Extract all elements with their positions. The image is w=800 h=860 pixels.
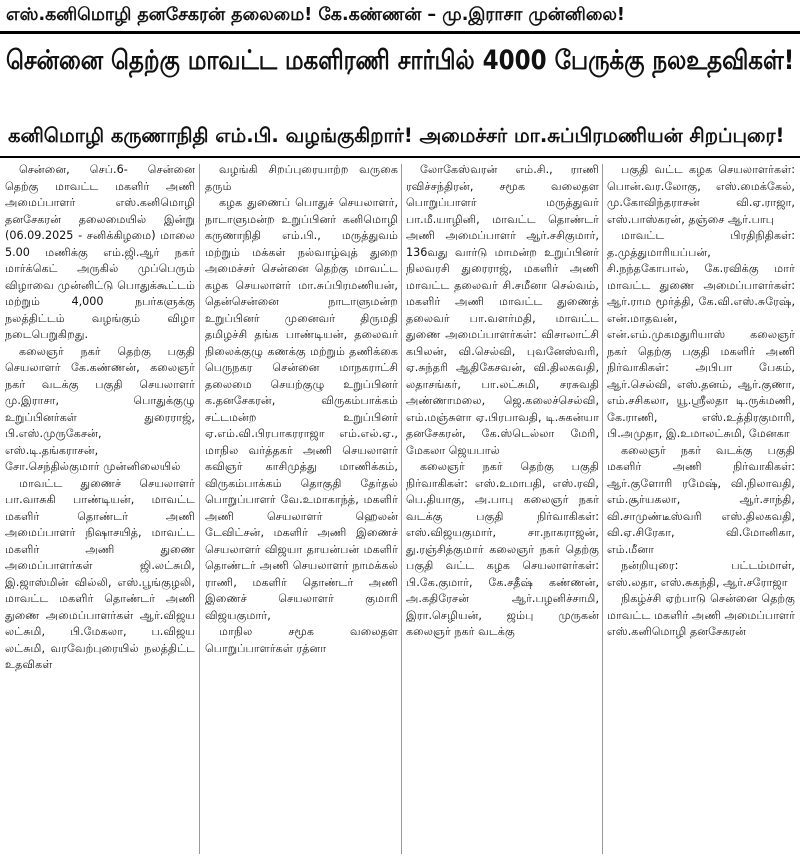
article-column-2 (205, 162, 398, 856)
paragraph: சென்னை, செப்.6- சென்னை தெற்கு மாவட்ட மகளிர் அணி அமைப்பாளர் எஸ்.கனிமொழி தனசேகரன் தலைமையில் இன்று (06.09.2025 - சனிக்கிழமை) மாலை 5.00 மணிக்கு எம்.ஜி.ஆர் நகர் மார்க்கெட் அருகில் முப்பெரும் விழாவை முன்னிட்டு பொதுக்கூட்டம் மற்றும் 4,000 நபர்களுக்கு நலத்திட்டம் வழங்கும் விழா நடைபெறுகிறது. (5, 163, 195, 341)
paragraph: வழங்கி சிறப்புரையாற்ற வருகை தரும் (205, 163, 398, 193)
paragraph: கலைஞர் நகர் வடக்கு பகுதி மகளிர் அணி நிர்வாகிகள்: ஆர்.குளோரி ரமேஷ், வி.நிலாவதி, எம்.சூர்யகலா, ஆர்.சாந்தி, வி.சாமுண்டீஸ்வரி எஸ்.திலகவதி, வி.ஏ.சிரேகா, வி.மோனிகா, எம்.மீனா (607, 443, 795, 556)
kicker-headline: எஸ்.கனிமொழி தனசேகரன் தலைமை! கே.கண்ணன் – மு.இராசா முன்னிலை! (0, 0, 800, 34)
column-divider (199, 164, 200, 854)
paragraph: மாவட்ட துணைச் செயலாளர் பா.வாசுகி பாண்டியன், மாவட்ட மகளிர் தொண்டர் அணி அமைப்பாளர் நிஷாசயித், மாவட்ட மகளிர் அணி துணை அமைப்பாளர்கள் ஜி.லட்சுமி, இ.ஜாஸ்மின் வில்லி, எஸ்.பூங்குழலி, மாவட்ட மகளிர் தொண்டர் அணி துணை அமைப்பாளர்கள் ஆர்.விஜய லட்சுமி, பி.மேகலா, ப.விஜய லட்சுமி, வரவேற்புரையில் நலத்திட்ட உதவிகள் (5, 476, 195, 671)
article-column-4 (607, 162, 795, 856)
paragraph: மாவட்ட பிரதிநிதிகள்: த.முத்துமாரியப்பன், சி.நந்தகோபால், கே.ரவிக்கு மார் மாவட்ட துணை அமைப்பாளர்கள்: ஆர்.ராம மூர்த்தி, கே.வி.எஸ்.சுரேஷ், என்.மாதவன், என்.எம்.முகமதுரியாஸ் கலைஞர் நகர் தெற்கு பகுதி மகளிர் அணி நிர்வாகிகள்: அபிபா பேகம், ஆர்.செல்வி, எஸ்.தனம், ஆர்.குணா, எம்.சசிகலா, யூ.ஸ்ரீலதா டி.ருக்மணி, கே.ராணி, எஸ்.உத்திரகுமாரி, பி.அமுதா, இ.உமாலட்சுமி, மேனகா (607, 229, 795, 440)
paragraph: கழக துணைப் பொதுச் செயலாளர், நாடாளுமன்ற உறுப்பினர் கனிமொழி கருணாநிதி எம்.பி., மருத்துவம் மற்றும் மக்கள் நல்வாழ்வுத் துறை அமைச்சர் சென்னை தெற்கு மாவட்ட கழக செயலாளர் மா.சுப்பிரமணியன், தென்சென்னை நாடாளுமன்ற உறுப்பினர் முனைவர் திருமதி தமிழச்சி தங்க பாண்டியன், தலைவர் நிலைக்குழு கணக்கு மற்றும் தணிக்கை பெருநகர சென்னை மாநகராட்சி தலைமை செயற்குழு உறுப்பினர் க.தனசேகரன், விருகம்பாக்கம் சட்டமன்ற உறுப்பினர் ஏ.எம்.வி.பிரபாகரராஜா எம்.எல்.ஏ., மாநில வர்த்தகர் அணி செயலாளர் கவிஞர் காசிமுத்து மாணிக்கம், விருகம்பாக்கம் தொகுதி தேர்தல் பொறுப்பாளர் வே.உமாகாந்த், மகளிர் அணி செயலாளர் ஹெலன் டேவிட்சன், மகளிர் அணி இணைச் செயலாளர் விஜயா தாயன்பன் மகளிர் தொண்டர் அணி செயலாளர் நாமக்கல் ராணி, மகளிர் தொண்டர் அணி இணைச் செயலாளர் குமாரி விஜயகுமார், (205, 196, 398, 622)
sub-headline: கனிமொழி கருணாநிதி எம்.பி. வழங்குகிறார்! அமைச்சர் மா.சுப்பிரமணியன் சிறப்புரை! (0, 118, 800, 158)
article-column-3 (406, 162, 599, 856)
column-divider (401, 164, 402, 854)
column-divider (602, 164, 603, 854)
paragraph: நிகழ்ச்சி ஏற்பாடு சென்னை தெற்கு மாவட்ட மகளிர் அணி அமைப்பாளர் எஸ்.கனிமொழி தனசேகரன் (607, 592, 795, 638)
paragraph: கலைஞர் நகர் தெற்கு பகுதி செயலாளர் கே.கண்ணன், கலைஞர் நகர் வடக்கு பகுதி செயலாளர் மு.இராசா, பொதுக்குழு உறுப்பினர்கள் துரைராஜ், பி.எஸ்.முருகேசன், எஸ்.டி.தங்கராசன், சோ.செந்தில்குமார் முன்னிலையில் (5, 344, 195, 473)
paragraph: மாநில சமூக வலைதள பொறுப்பாளர்கள் ரத்னா (205, 625, 398, 655)
paragraph: லோகேஸ்வரன் எம்.சி., ராணி ரவிச்சந்திரன், சமூக வலைதள பொறுப்பாளர் மருத்துவர் பா.மீ.யாழினி, மாவட்ட தொண்டர் அணி அமைப்பாளர் ஆர்.சசிகுமார், 136வது வார்டு மாமன்ற உறுப்பினர் நிலவரசி துரைராஜ், மகளிர் அணி மாவட்ட தலைவர் சி.சமீனா செல்வம், மகளிர் அணி மாவட்ட துணைத் தலைவர் பா.வளர்மதி, மாவட்ட துணை அமைப்பாளர்கள்: விசாலாட்சி கபிலன், வி.செல்வி, புவனேஸ்வரி, ஏ.சுந்தரி ஆதிகேசவன், வி.திலகவதி, லதாசங்கர், பா.லட்சுமி, சரசுவதி அண்ணாமலை, ஜெ.கலைச்செல்வி, எம்.மஞ்சுளா ஏ.பிரபாவதி, டி.சுகன்யா தனசேகரன், கே.ஸ்டெல்லா மேரி, மேகலா ஜெயபால் (406, 163, 599, 457)
paragraph: நன்றியுரை: பட்டம்மாள், எஸ்.லதா, எஸ்.சுகந்தி, ஆர்.சரோஜா (607, 559, 795, 589)
article-column-1 (5, 162, 195, 856)
paragraph: கலைஞர் நகர் தெற்கு பகுதி நிர்வாகிகள்: எஸ்.உமாபதி, எஸ்.ரவி, பெ.தியாகு, அ.பாபு கலைஞர் நகர் வடக்கு பகுதி நிர்வாகிகள்: எஸ்.விஜயகுமார், சா.நாகராஜன், து.ரஞ்சித்குமார் கலைஞர் நகர் தெற்கு பகுதி வட்ட கழக செயலாளர்கள்: பி.கே.குமார், கே.சதீஷ் கண்ணன், அ.கதிரேசன் ஆர்.பழனிச்சாமி, இரா.செழியன், ஜம்பு முருகன் கலைஞர் நகர் வடக்கு (406, 460, 599, 638)
main-headline: சென்னை தெற்கு மாவட்ட மகளிரணி சார்பில் 4000 பேருக்கு நலஉதவிகள்! (6, 45, 795, 76)
paragraph: பகுதி வட்ட கழக செயலாளர்கள்: பொன்.வர.லோகு, எஸ்.மைக்கேல், மு.கோவிந்தராசன் வி.ஏ.ராஜா, எஸ்.பாஸ்கரன், தஞ்சை ஆர்.பாபு (607, 163, 795, 226)
